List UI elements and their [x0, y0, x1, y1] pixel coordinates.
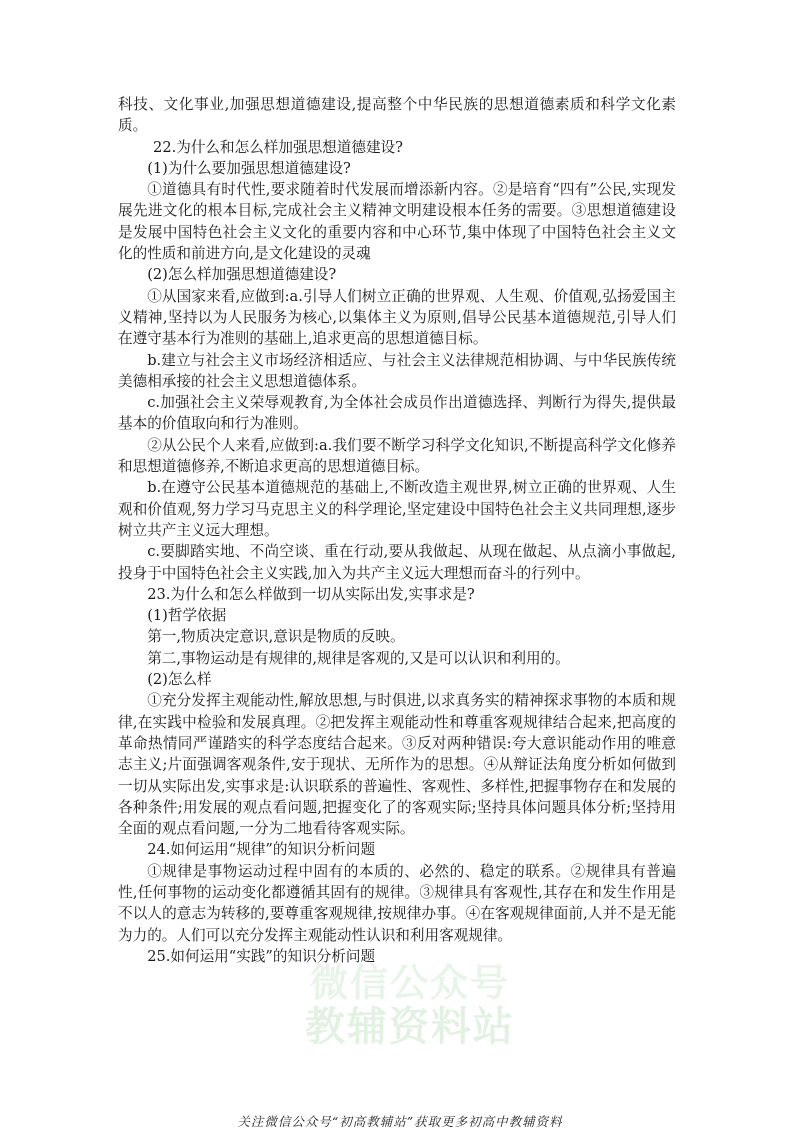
- watermark-line-2: 教辅资料站: [305, 1004, 515, 1050]
- paragraph: 23.为什么和怎么样做到一切从实际出发,实事求是?: [147, 585, 475, 603]
- paragraph: ②从公民个人来看,应做到:a.我们要不断学习科学文化知识,不断提高科学文化修养和思想道德修养,不断追求更高的思想道德目标。: [118, 436, 676, 476]
- page-footer: 关注微信公众号“初高教辅站”获取更多初高中教辅资料: [237, 1114, 563, 1129]
- paragraph: 24.如何运用“规律”的知识分析问题: [147, 841, 376, 859]
- paragraph: ①道德具有时代性,要求随着时代发展而增添新内容。②是培育“四有”公民,实现发展先进文化的根本目标,完成社会主义精神文明建设根本任务的需要。③思想道德建设是发展中国特色社会主义文化的重要内容和中心环节,集中体现了中国特色社会主义文化的性质和前进方向,是文化建设的灵魂: [118, 181, 676, 263]
- paragraph: (2)怎么样: [147, 671, 212, 689]
- paragraph: ①规律是事物运动过程中固有的本质的、必然的、稳定的联系。②规律具有普遍性,任何事物的运动变化都遵循其固有的规律。③规律具有客观性,其存在和发生作用是不以人的意志为转移的,要尊重客观规律,按规律办事。④在客观规律面前,人并不是无能为力的。人们可以充分发挥主观能动性认识和利用客观规律。: [118, 862, 676, 944]
- paragraph: ①充分发挥主观能动性,解放思想,与时俱进,以求真务实的精神探求事物的本质和规律,在实践中检验和发展真理。②把发挥主观能动性和尊重客观规律结合起来,把高度的革命热情同严谨踏实的科学态度结合起来。③反对两种错误:夸大意识能动作用的唯意志主义;片面强调客观条件,安于现状、无所作为的思想。④从辩证法角度分析如何做到一切从实际出发,实事求是:认识联系的普遍性、客观性、多样性,把握事物存在和发展的各种条件;用发展的观点看问题,把握变化了的客观实际;坚持具体问题具体分析;坚持用全面的观点看问题,一分为二地看待客观实际。: [118, 692, 676, 838]
- paragraph: c.要脚踏实地、不尚空谈、重在行动,要从我做起、从现在做起、从点滴小事做起,投身于中国特色社会主义实践,加入为共产主义远大理想而奋斗的行列中。: [118, 543, 676, 582]
- paragraph: b.建立与社会主义市场经济相适应、与社会主义法律规范相协调、与中华民族传统美德相承接的社会主义思想道德体系。: [118, 351, 676, 390]
- paragraph: 科技、文化事业,加强思想道德建设,提高整个中华民族的思想道德素质和科学文化素质。: [118, 96, 676, 135]
- paragraph: 第二,事物运动是有规律的,规律是客观的,又是可以认识和利用的。: [147, 649, 570, 667]
- paragraph: ①从国家来看,应做到:a.引导人们树立正确的世界观、人生观、价值观,弘扬爱国主义精神,坚持以为人民服务为核心,以集体主义为原则,倡导公民基本道德规范,引导人们在遵守基本行为准则的基础上,追求更高的思想道德目标。: [118, 287, 676, 348]
- document-body: [118, 94, 676, 967]
- paragraph: (1)哲学依据: [147, 607, 227, 625]
- paragraph: b.在遵守公民基本道德规范的基础上,不断改造主观世界,树立正确的世界观、人生观和价值观,努力学习马克思主义的科学理论,坚定建设中国特色社会主义共同理想,逐步树立共产主义远大理想。: [118, 479, 676, 539]
- watermark-line-1: 微信公众号: [309, 961, 510, 1005]
- paragraph: 第一,物质决定意识,意识是物质的反映。: [147, 628, 405, 646]
- paragraph: 22.为什么和怎么样加强思想道德建设?: [153, 138, 403, 156]
- paragraph: 25.如何运用“实践”的知识分析问题: [147, 947, 376, 965]
- paragraph: (2)怎么样加强思想道德建设?: [147, 266, 337, 284]
- paragraph: c.加强社会主义荣辱观教育,为全体社会成员作出道德选择、判断行为得失,提供最基本的价值取向和行为准则。: [118, 394, 676, 433]
- paragraph: (1)为什么要加强思想道德建设?: [147, 159, 351, 177]
- watermark: [300, 962, 520, 1050]
